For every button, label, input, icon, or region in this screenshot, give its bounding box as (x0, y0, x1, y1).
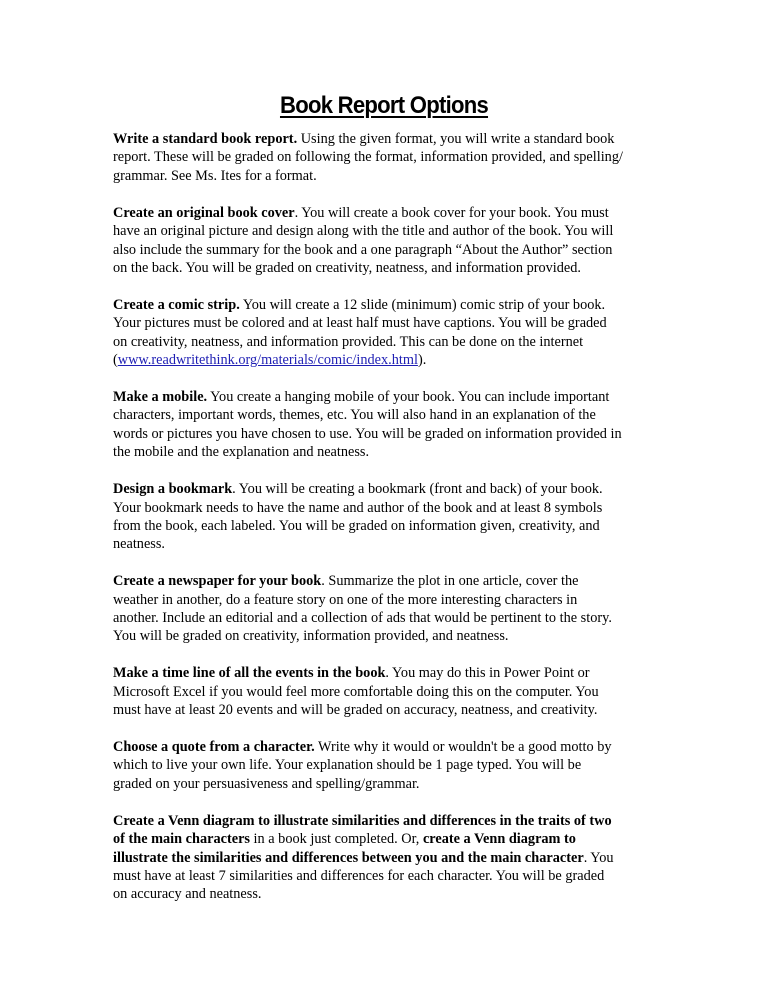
option-body-text: ). (417, 352, 427, 369)
option-body-text: in a book just completed. Or, (249, 831, 423, 848)
paragraph-line (113, 480, 661, 498)
option-body-text: weather in another, do a feature story on one of the more interesting characters in (113, 591, 578, 608)
paragraph-line (113, 830, 661, 848)
paragraph-line (113, 443, 661, 461)
option-body-text: Using the given format, you will write a standard book (297, 131, 615, 147)
option-body-text: You create a hanging mobile of your book. You can include important (207, 388, 610, 405)
paragraph-line (113, 591, 661, 609)
option-body-text: from the book, each labeled. You will be graded on information given, creativity, and (113, 517, 600, 534)
paragraph-line (113, 425, 661, 443)
option-paragraph (113, 204, 661, 278)
option-body-text: . Summarize the plot in one article, cover the (321, 573, 579, 590)
option-paragraph (113, 130, 661, 185)
option-paragraph (113, 388, 661, 462)
option-body-text: graded on your persuasiveness and spelling/grammar. (113, 775, 420, 792)
option-body-text: which to live your own life. Your explanation should be 1 page typed. You will be (113, 757, 582, 774)
paragraph-line (113, 259, 661, 277)
option-paragraph (113, 572, 661, 646)
paragraph-line (113, 406, 661, 424)
option-heading-text: illustrate the similarities and differences between you and the main character (113, 849, 584, 866)
option-heading-text: Choose a quote from a character. (113, 739, 315, 756)
option-paragraph (113, 812, 661, 904)
paragraph-line (113, 849, 661, 867)
option-heading-text: Design a bookmark (113, 481, 233, 498)
paragraph-line (113, 167, 661, 185)
option-paragraph (113, 296, 661, 370)
paragraph-line (113, 885, 661, 903)
option-body-text: words or pictures you have chosen to use. You will be graded on information provided in (113, 425, 622, 442)
paragraph-line (113, 664, 661, 682)
paragraph-line (113, 499, 661, 517)
paragraph-line (113, 351, 661, 369)
paragraph-line (113, 572, 661, 590)
option-body-text: must have at least 20 events and will be graded on accuracy, neatness, and creativity. (113, 702, 598, 719)
paragraph-line (113, 222, 661, 240)
options-list (113, 130, 661, 922)
option-heading-text: Make a mobile. (113, 388, 208, 405)
paragraph-line (113, 241, 661, 259)
paragraph-line (113, 867, 661, 885)
option-body-text: must have at least 7 similarities and differences for each character. You will be graded (113, 868, 605, 884)
option-body-text: grammar. See Ms. Ites for a format. (113, 167, 317, 184)
option-body-text: . You (583, 849, 614, 866)
option-body-text: on creativity, neatness, and information provided. This can be done on the internet (113, 333, 584, 350)
paragraph-line (113, 701, 661, 719)
paragraph-line (113, 388, 661, 406)
paragraph-line (113, 333, 661, 351)
option-body-text: Microsoft Excel if you would feel more comfortable doing this on the computer. You (113, 683, 599, 700)
comic-site-link[interactable]: www.readwritethink.org/materials/comic/index.html (117, 352, 418, 369)
option-body-text: on accuracy and neatness. (113, 886, 262, 903)
option-heading-text: Create an original book cover (113, 204, 295, 221)
option-paragraph (113, 480, 661, 554)
paragraph-line (113, 296, 661, 314)
paragraph-line (113, 130, 661, 148)
option-body-text: You will create a 12 slide (minimum) comic strip of your book. (239, 296, 606, 313)
option-body-text: Write why it would or wouldn't be a good motto by (314, 739, 612, 756)
option-heading-text: Write a standard book report. (113, 131, 298, 147)
option-heading-text: create a Venn diagram to (422, 831, 576, 848)
paragraph-line (113, 204, 661, 222)
option-paragraph (113, 664, 661, 719)
option-heading-text: Make a time line of all the events in the book (113, 665, 386, 682)
option-heading-text: Create a Venn diagram to illustrate similarities and differences in the traits of two (113, 812, 612, 829)
paragraph-line (113, 148, 661, 166)
option-body-text: ( (113, 352, 118, 369)
option-body-text: the mobile and the explanation and neatness. (113, 444, 370, 461)
option-body-text: Your bookmark needs to have the name and author of the book and at least 8 symbols (113, 499, 603, 516)
option-body-text: neatness. (113, 536, 166, 553)
option-body-text: . You will create a book cover for your book. You must (294, 204, 609, 221)
option-heading-text: of the main characters (113, 831, 250, 848)
paragraph-line (113, 756, 661, 774)
option-body-text: another. Include an editorial and a collection of ads that would be pertinent to the story. (113, 610, 612, 627)
option-body-text: report. These will be graded on following the format, information provided, and spelling/ (113, 149, 623, 166)
option-body-text: have an original picture and design along with the title and author of the book. You will (113, 223, 614, 240)
option-heading-text: Create a comic strip. (113, 296, 240, 313)
paragraph-line (113, 627, 661, 645)
option-heading-text: Create a newspaper for your book (113, 573, 322, 590)
option-body-text: also include the summary for the book and a one paragraph “About the Author” section (113, 241, 613, 258)
paragraph-line (113, 738, 661, 756)
paragraph-line (113, 517, 661, 535)
paragraph-line (113, 609, 661, 627)
option-body-text: You will be graded on creativity, information provided, and neatness. (113, 628, 509, 645)
option-body-text: Your pictures must be colored and at least half must have captions. You will be graded (113, 315, 607, 332)
paragraph-line (113, 812, 661, 830)
paragraph-line (113, 775, 661, 793)
paragraph-line (113, 535, 661, 553)
option-body-text: characters, important words, themes, etc. You will also hand in an explanation of the (113, 407, 596, 424)
option-body-text: . You will be creating a bookmark (front and back) of your book. (232, 481, 603, 498)
option-body-text: . You may do this in Power Point or (385, 665, 590, 682)
option-paragraph (113, 738, 661, 793)
paragraph-line (113, 314, 661, 332)
option-body-text: on the back. You will be graded on creativity, neatness, and information provided. (113, 259, 581, 276)
page-title: Book Report Options (279, 92, 489, 119)
paragraph-line (113, 683, 661, 701)
